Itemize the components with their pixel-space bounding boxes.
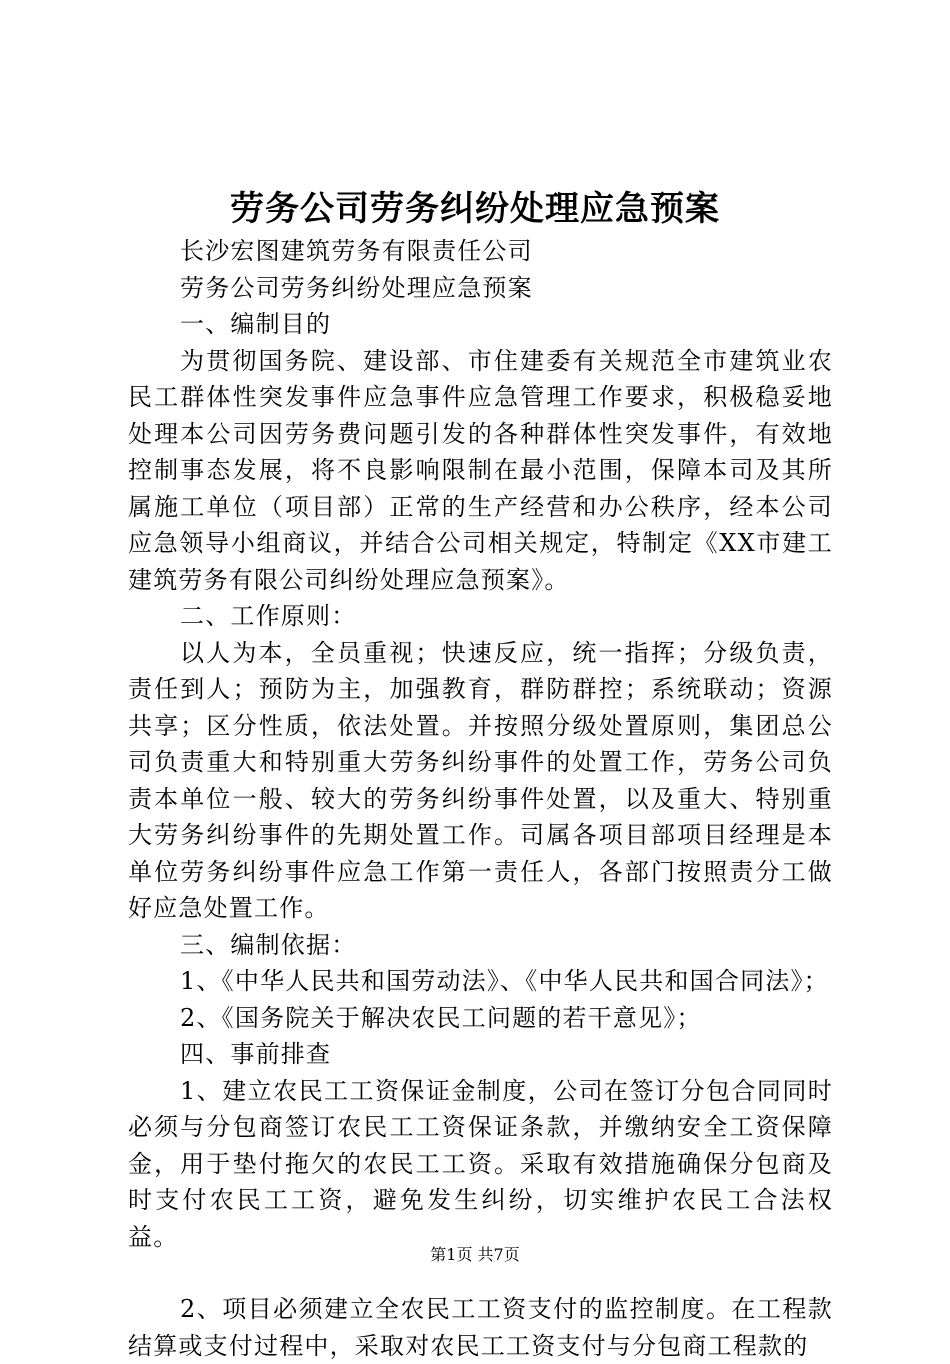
section-heading-basis: 三、编制依据： [180, 930, 357, 959]
document-body [128, 233, 833, 1364]
page-footer: 第1页 共7页 [430, 1245, 520, 1264]
paragraph-prevention-1: 1、建立农民工工资保证金制度，公司在签订分包合同同时必须与分包商签订农民工工资保证条款，并缴纳安全工资保障金，用于垫付拖欠的农民工工资。采取有效措施确保分包商及时支付农民工工资，避免发生纠纷，切实维护农民工合法权益。 [128, 1076, 833, 1251]
section-heading-prevention: 四、事前排查 [180, 1040, 332, 1068]
paragraph-company-name: 长沙宏图建筑劳务有限责任公司 [180, 237, 533, 265]
paragraph-prevention-2: 2、项目必须建立全农民工工资支付的监控制度。在工程款结算或支付过程中，采取对农民工工资支付与分包商工程款的 [128, 1295, 833, 1360]
section-heading-purpose: 一、编制目的 [180, 310, 332, 338]
section-heading-principles: 二、工作原则： [180, 602, 357, 630]
paragraph-subtitle: 劳务公司劳务纠纷处理应急预案 [180, 273, 533, 302]
paragraph-principles: 以人为本，全员重视；快速反应，统一指挥；分级负责，责任到人；预防为主，加强教育，群防群控；系统联动；资源共享；区分性质，依法处置。并按照分级处置原则，集团总公司负责重大和特别重大劳务纠纷事件的处置工作，劳务公司负责本单位一般、较大的劳务纠纷事件处置，以及重大、特别重大劳务纠纷事件的先期处置工作。司属各项目部项目经理是本单位劳务纠纷事件应急工作第一责任人，各部门按照责分工做好应急处置工作。 [128, 638, 833, 922]
document-title: 劳务公司劳务纠纷处理应急预案 [230, 189, 720, 229]
paragraph-basis-2: 2、《国务院关于解决农民工问题的若干意见》； [180, 1003, 702, 1032]
paragraph-basis-1: 1、《中华人民共和国劳动法》、《中华人民共和国合同法》； [180, 967, 829, 995]
paragraph-purpose: 为贯彻国务院、建设部、市住建委有关规范全市建筑业农民工群体性突发事件应急事件应急管理工作要求，积极稳妥地处理本公司因劳务费问题引发的各种群体性突发事件，有效地控制事态发展，将不良影响限制在最小范围，保障本司及其所属施工单位（项目部）正常的生产经营和办公秩序，经本公司应急领导小组商议，并结合公司相关规定，特制定《XX市建工建筑劳务有限公司纠纷处理应急预案》。 [128, 346, 833, 594]
